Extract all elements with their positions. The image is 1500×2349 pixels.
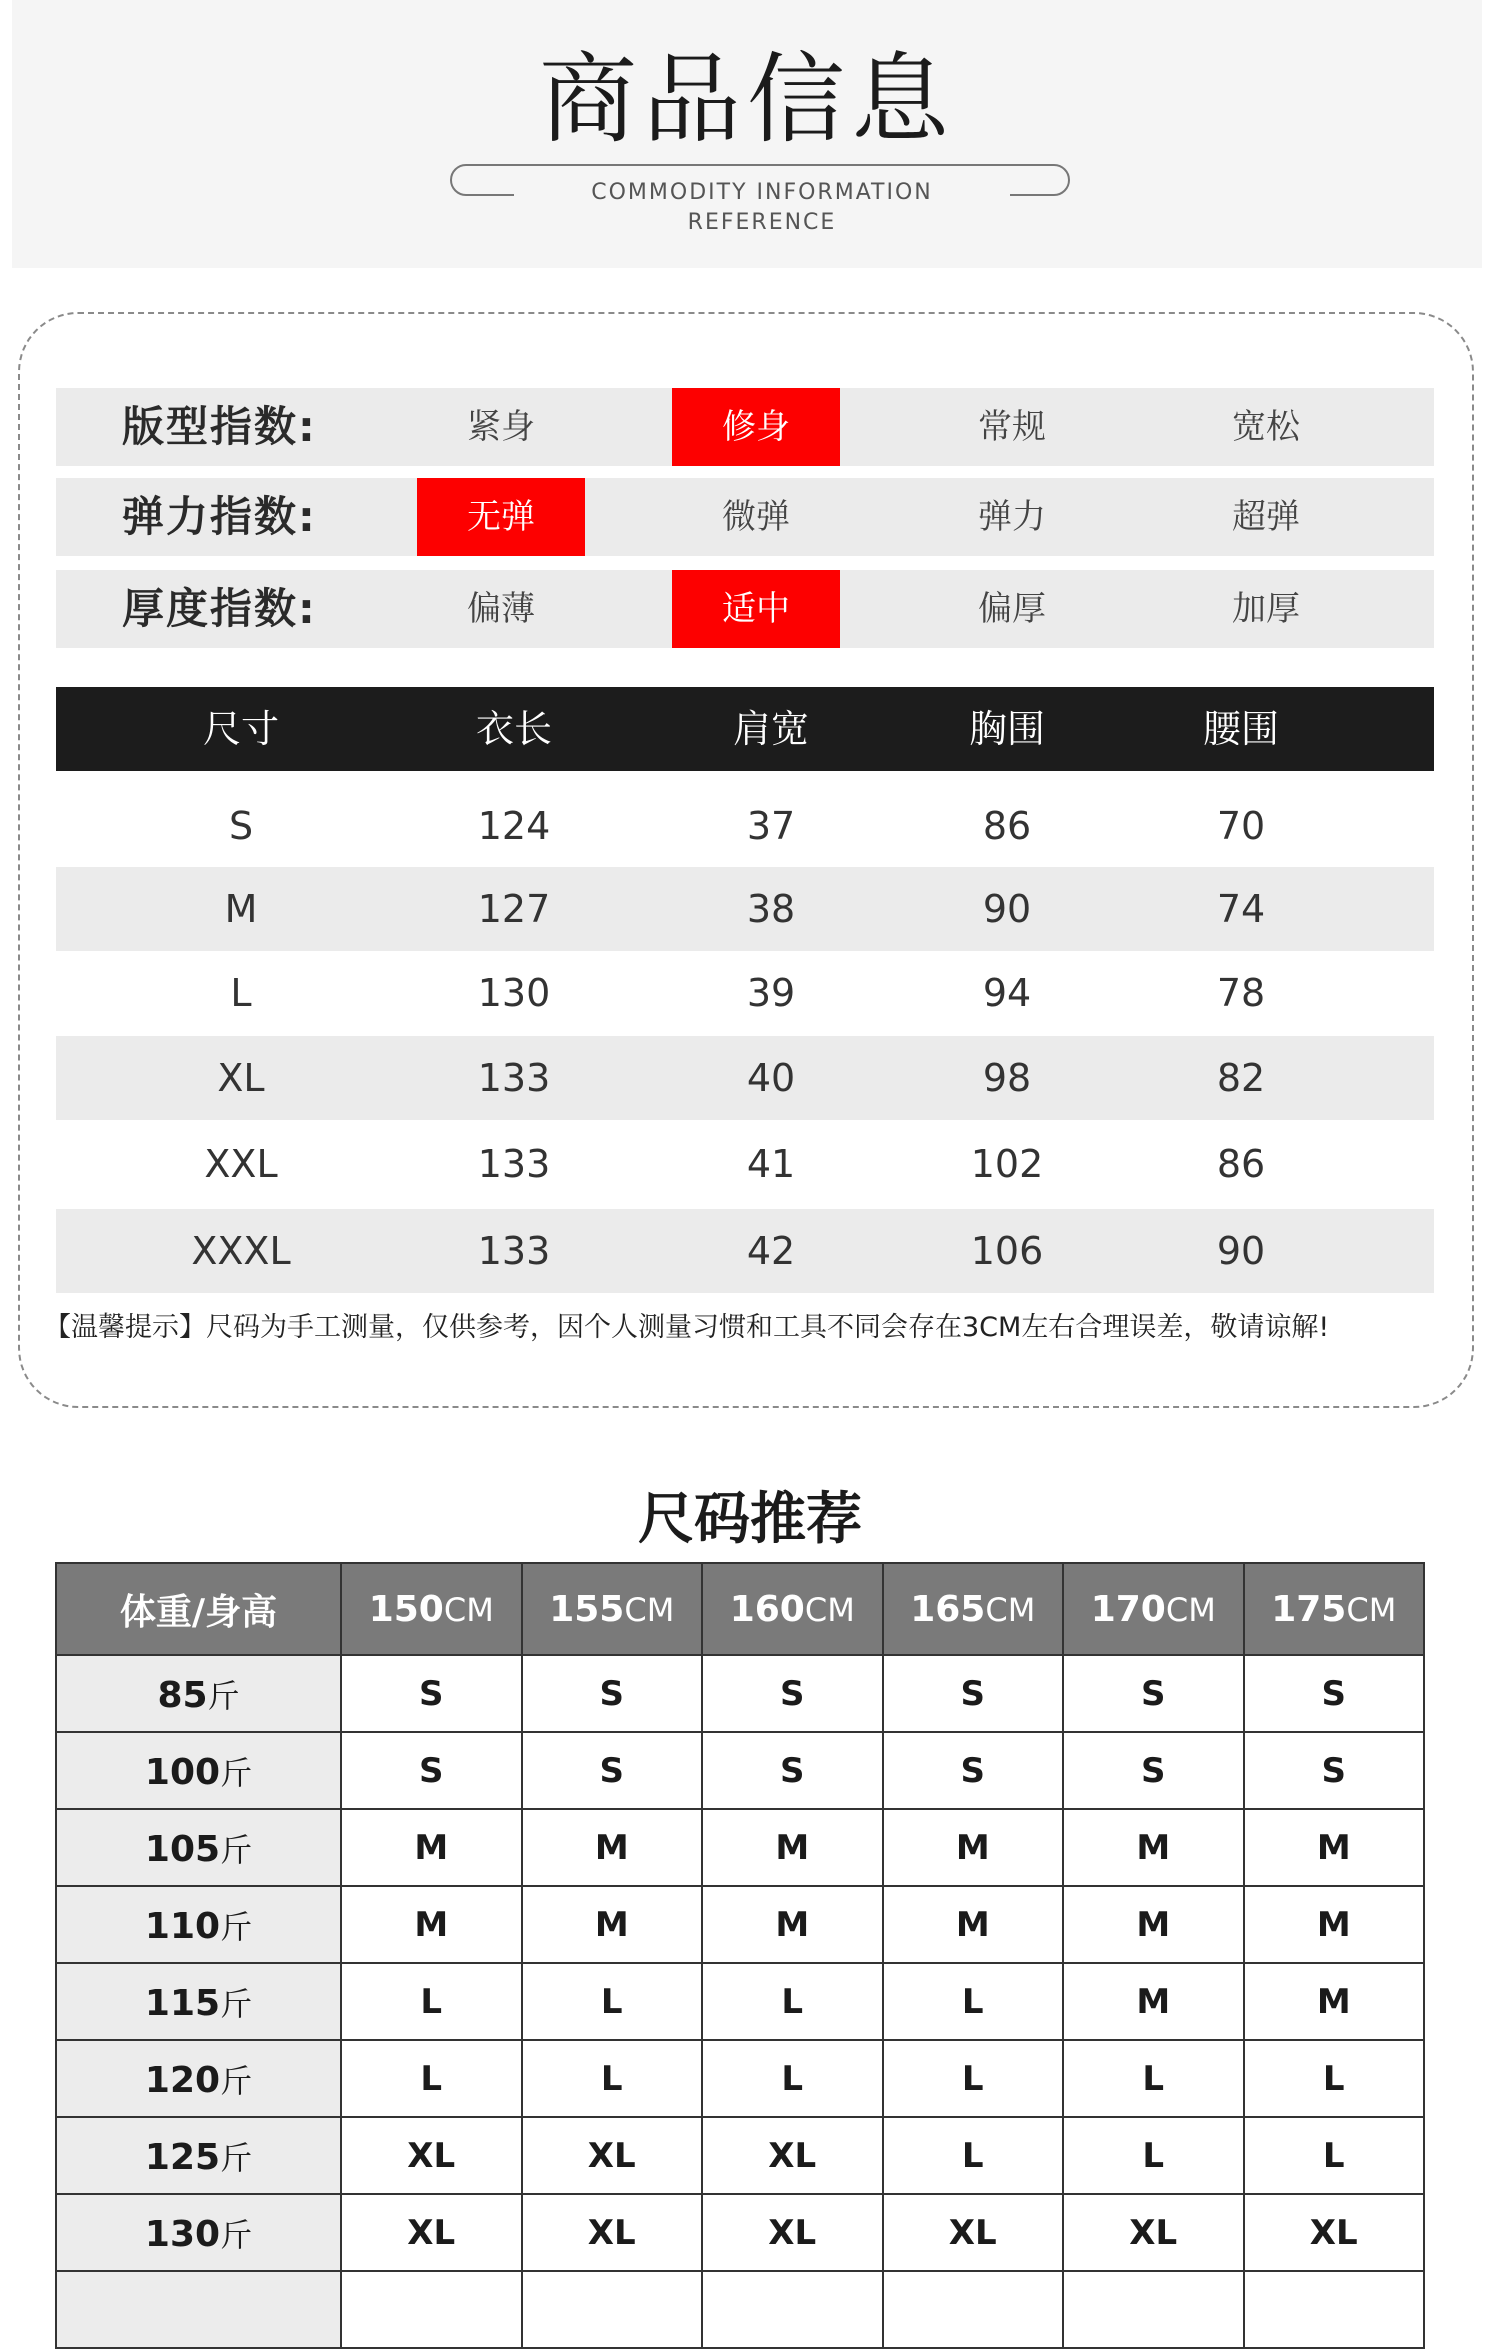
size-cell: 102 bbox=[970, 1142, 1044, 1186]
index-option: 微弹 bbox=[722, 497, 790, 537]
recommend-size-cell: S bbox=[1244, 1732, 1425, 1809]
recommend-size-cell: XL bbox=[1063, 2194, 1244, 2271]
height-header-cell bbox=[1244, 1563, 1425, 1655]
weight-cell bbox=[56, 2040, 341, 2117]
recommend-size-cell: L bbox=[1244, 2117, 1425, 2194]
index-label: 版型指数: bbox=[122, 402, 317, 451]
index-option: 无弹 bbox=[417, 478, 585, 556]
recommend-size-cell: XL bbox=[522, 2194, 703, 2271]
recommend-size-cell: S bbox=[341, 1655, 522, 1732]
recommend-size-cell: S bbox=[522, 1655, 703, 1732]
index-option: 修身 bbox=[672, 388, 840, 466]
recommend-size-cell: XL bbox=[702, 2194, 883, 2271]
recommend-size-cell: S bbox=[883, 1655, 1064, 1732]
weight-unit: 斤 bbox=[207, 1676, 240, 1715]
recommend-size-cell: M bbox=[1063, 1886, 1244, 1963]
recommend-row bbox=[56, 1963, 1424, 2040]
height-unit: CM bbox=[985, 1590, 1036, 1629]
recommend-size-cell: M bbox=[1244, 1809, 1425, 1886]
size-header-cell: 腰围 bbox=[1202, 707, 1279, 751]
recommend-size-cell: L bbox=[522, 1963, 703, 2040]
size-cell: 38 bbox=[746, 887, 796, 931]
header-banner bbox=[12, 0, 1482, 268]
recommend-size-cell: M bbox=[522, 1886, 703, 1963]
size-cell: 82 bbox=[1216, 1056, 1266, 1100]
recommend-size-cell: L bbox=[1244, 2040, 1425, 2117]
recommend-size-cell bbox=[1244, 2271, 1425, 2348]
index-row bbox=[56, 570, 1434, 648]
recommend-size-cell: L bbox=[1063, 2117, 1244, 2194]
index-option: 弹力 bbox=[978, 497, 1046, 537]
size-cell: 127 bbox=[477, 887, 551, 931]
size-header-cell: 衣长 bbox=[475, 707, 552, 751]
recommend-size-cell: S bbox=[883, 1732, 1064, 1809]
recommend-size-cell: XL bbox=[522, 2117, 703, 2194]
index-option: 超弹 bbox=[1232, 497, 1300, 537]
index-option: 常规 bbox=[978, 407, 1046, 447]
size-cell: 133 bbox=[477, 1056, 551, 1100]
size-cell: XXL bbox=[204, 1142, 278, 1186]
height-value: 170 bbox=[1090, 1588, 1166, 1630]
recommend-row bbox=[56, 2194, 1424, 2271]
weight-unit: 斤 bbox=[220, 1907, 253, 1946]
weight-cell bbox=[56, 2271, 341, 2348]
recommend-header-row bbox=[56, 1563, 1424, 1655]
weight-unit: 斤 bbox=[220, 1753, 253, 1792]
size-cell: 37 bbox=[746, 804, 796, 848]
recommend-row bbox=[56, 2271, 1424, 2348]
recommend-size-cell: XL bbox=[883, 2194, 1064, 2271]
recommend-size-cell: S bbox=[341, 1732, 522, 1809]
index-option: 适中 bbox=[672, 570, 840, 648]
weight-cell bbox=[56, 1809, 341, 1886]
index-option: 偏厚 bbox=[978, 589, 1046, 629]
height-value: 175 bbox=[1271, 1588, 1347, 1630]
recommend-size-cell: M bbox=[702, 1809, 883, 1886]
page-title: 商品信息 bbox=[538, 43, 955, 157]
weight-value: 120 bbox=[144, 2059, 221, 2101]
recommend-row bbox=[56, 1886, 1424, 1963]
weight-value: 85 bbox=[157, 1674, 208, 1716]
size-cell: 133 bbox=[477, 1229, 551, 1273]
weight-value: 125 bbox=[144, 2136, 221, 2178]
size-table-header bbox=[56, 687, 1434, 771]
size-cell: 94 bbox=[982, 971, 1032, 1015]
weight-cell bbox=[56, 1963, 341, 2040]
height-unit: CM bbox=[443, 1590, 494, 1629]
recommend-size-cell: XL bbox=[1244, 2194, 1425, 2271]
recommend-size-cell bbox=[522, 2271, 703, 2348]
recommend-row bbox=[56, 1809, 1424, 1886]
size-cell: 106 bbox=[970, 1229, 1044, 1273]
recommend-size-cell: S bbox=[702, 1732, 883, 1809]
height-value: 155 bbox=[549, 1588, 625, 1630]
recommend-size-cell: S bbox=[522, 1732, 703, 1809]
weight-unit: 斤 bbox=[220, 2215, 253, 2254]
height-unit: CM bbox=[1346, 1590, 1397, 1629]
size-cell: 133 bbox=[477, 1142, 551, 1186]
size-cell: S bbox=[228, 804, 254, 848]
weight-unit: 斤 bbox=[220, 1984, 253, 2023]
recommend-row bbox=[56, 1732, 1424, 1809]
index-option: 宽松 bbox=[1232, 407, 1300, 447]
recommend-size-cell: M bbox=[341, 1809, 522, 1886]
recommend-size-cell bbox=[702, 2271, 883, 2348]
recommend-size-cell: L bbox=[341, 2040, 522, 2117]
recommend-size-cell: L bbox=[1063, 2040, 1244, 2117]
height-unit: CM bbox=[804, 1590, 855, 1629]
size-cell: 86 bbox=[982, 804, 1032, 848]
weight-cell bbox=[56, 1732, 341, 1809]
size-table-row bbox=[56, 1122, 1434, 1206]
weight-unit: 斤 bbox=[220, 1830, 253, 1869]
size-header-cell: 肩宽 bbox=[732, 707, 809, 751]
size-cell: XL bbox=[217, 1056, 265, 1100]
recommend-size-cell bbox=[341, 2271, 522, 2348]
weight-cell bbox=[56, 2117, 341, 2194]
height-value: 165 bbox=[910, 1588, 986, 1630]
weight-value: 100 bbox=[144, 1751, 221, 1793]
size-tip: 【温馨提示】尺码为手工测量，仅供参考，因个人测量习惯和工具不同会存在3CM左右合理误差，敬请谅解! bbox=[44, 1312, 1330, 1343]
recommend-size-cell: M bbox=[1244, 1963, 1425, 2040]
size-cell: 40 bbox=[746, 1056, 796, 1100]
recommend-size-cell: S bbox=[1244, 1655, 1425, 1732]
recommend-size-cell: L bbox=[883, 2117, 1064, 2194]
size-cell: 39 bbox=[746, 971, 796, 1015]
page-subtitle: COMMODITY INFORMATION REFERENCE bbox=[514, 178, 1010, 238]
size-cell: 70 bbox=[1216, 804, 1266, 848]
index-option: 紧身 bbox=[467, 407, 535, 447]
height-value: 150 bbox=[368, 1588, 444, 1630]
size-cell: 124 bbox=[477, 804, 551, 848]
recommend-size-cell: XL bbox=[341, 2194, 522, 2271]
height-header-cell bbox=[341, 1563, 522, 1655]
size-table-row bbox=[56, 951, 1434, 1035]
height-value: 160 bbox=[729, 1588, 805, 1630]
recommend-size-cell: S bbox=[702, 1655, 883, 1732]
size-cell: M bbox=[224, 887, 258, 931]
recommend-size-cell: M bbox=[522, 1809, 703, 1886]
recommend-size-cell: M bbox=[883, 1886, 1064, 1963]
size-cell: XXXL bbox=[191, 1229, 291, 1273]
size-cell: 74 bbox=[1216, 887, 1266, 931]
index-label: 弹力指数: bbox=[122, 492, 317, 541]
recommend-size-cell: L bbox=[341, 1963, 522, 2040]
size-table-row bbox=[56, 867, 1434, 951]
size-cell: 41 bbox=[746, 1142, 796, 1186]
weight-value: 130 bbox=[144, 2213, 221, 2255]
size-cell: 130 bbox=[477, 971, 551, 1015]
size-cell: 78 bbox=[1216, 971, 1266, 1015]
weight-value: 110 bbox=[144, 1905, 221, 1947]
index-option: 加厚 bbox=[1232, 589, 1300, 629]
recommend-size-cell: S bbox=[1063, 1732, 1244, 1809]
recommend-size-cell: L bbox=[702, 2040, 883, 2117]
size-cell: L bbox=[230, 971, 252, 1015]
recommend-size-cell: L bbox=[883, 2040, 1064, 2117]
recommend-size-cell: XL bbox=[702, 2117, 883, 2194]
size-table-row bbox=[56, 1209, 1434, 1293]
index-row bbox=[56, 478, 1434, 556]
index-row bbox=[56, 388, 1434, 466]
size-cell: 86 bbox=[1216, 1142, 1266, 1186]
recommend-size-cell: M bbox=[1244, 1886, 1425, 1963]
recommend-size-cell: M bbox=[1063, 1963, 1244, 2040]
weight-value: 105 bbox=[144, 1828, 221, 1870]
recommend-size-cell: XL bbox=[341, 2117, 522, 2194]
size-cell: 90 bbox=[982, 887, 1032, 931]
height-header-cell bbox=[522, 1563, 703, 1655]
recommend-size-cell: S bbox=[1063, 1655, 1244, 1732]
size-cell: 98 bbox=[982, 1056, 1032, 1100]
size-header-cell: 尺寸 bbox=[202, 707, 279, 751]
height-unit: CM bbox=[1165, 1590, 1216, 1629]
recommend-row bbox=[56, 2117, 1424, 2194]
recommend-table bbox=[55, 1562, 1425, 2349]
weight-unit: 斤 bbox=[220, 2138, 253, 2177]
weight-cell bbox=[56, 1655, 341, 1732]
size-table-row bbox=[56, 784, 1434, 868]
recommend-size-cell: M bbox=[702, 1886, 883, 1963]
recommend-title: 尺码推荐 bbox=[638, 1487, 862, 1552]
recommend-size-cell: M bbox=[341, 1886, 522, 1963]
size-table-row bbox=[56, 1036, 1434, 1120]
height-header-cell bbox=[1063, 1563, 1244, 1655]
recommend-size-cell bbox=[883, 2271, 1064, 2348]
recommend-size-cell: L bbox=[522, 2040, 703, 2117]
recommend-size-cell: L bbox=[883, 1963, 1064, 2040]
weight-cell bbox=[56, 2194, 341, 2271]
recommend-size-cell: M bbox=[883, 1809, 1064, 1886]
height-header-cell bbox=[883, 1563, 1064, 1655]
recommend-size-cell: L bbox=[702, 1963, 883, 2040]
height-header-cell bbox=[702, 1563, 883, 1655]
recommend-size-cell bbox=[1063, 2271, 1244, 2348]
recommend-corner-cell: 体重/身高 bbox=[56, 1563, 341, 1655]
weight-unit: 斤 bbox=[220, 2061, 253, 2100]
recommend-row bbox=[56, 2040, 1424, 2117]
index-option: 偏薄 bbox=[467, 589, 535, 629]
weight-value: 115 bbox=[144, 1982, 221, 2024]
size-header-cell: 胸围 bbox=[968, 707, 1045, 751]
size-cell: 42 bbox=[746, 1229, 796, 1273]
index-label: 厚度指数: bbox=[122, 584, 317, 633]
size-cell: 90 bbox=[1216, 1229, 1266, 1273]
weight-cell bbox=[56, 1886, 341, 1963]
recommend-row bbox=[56, 1655, 1424, 1732]
height-unit: CM bbox=[624, 1590, 675, 1629]
recommend-size-cell: M bbox=[1063, 1809, 1244, 1886]
